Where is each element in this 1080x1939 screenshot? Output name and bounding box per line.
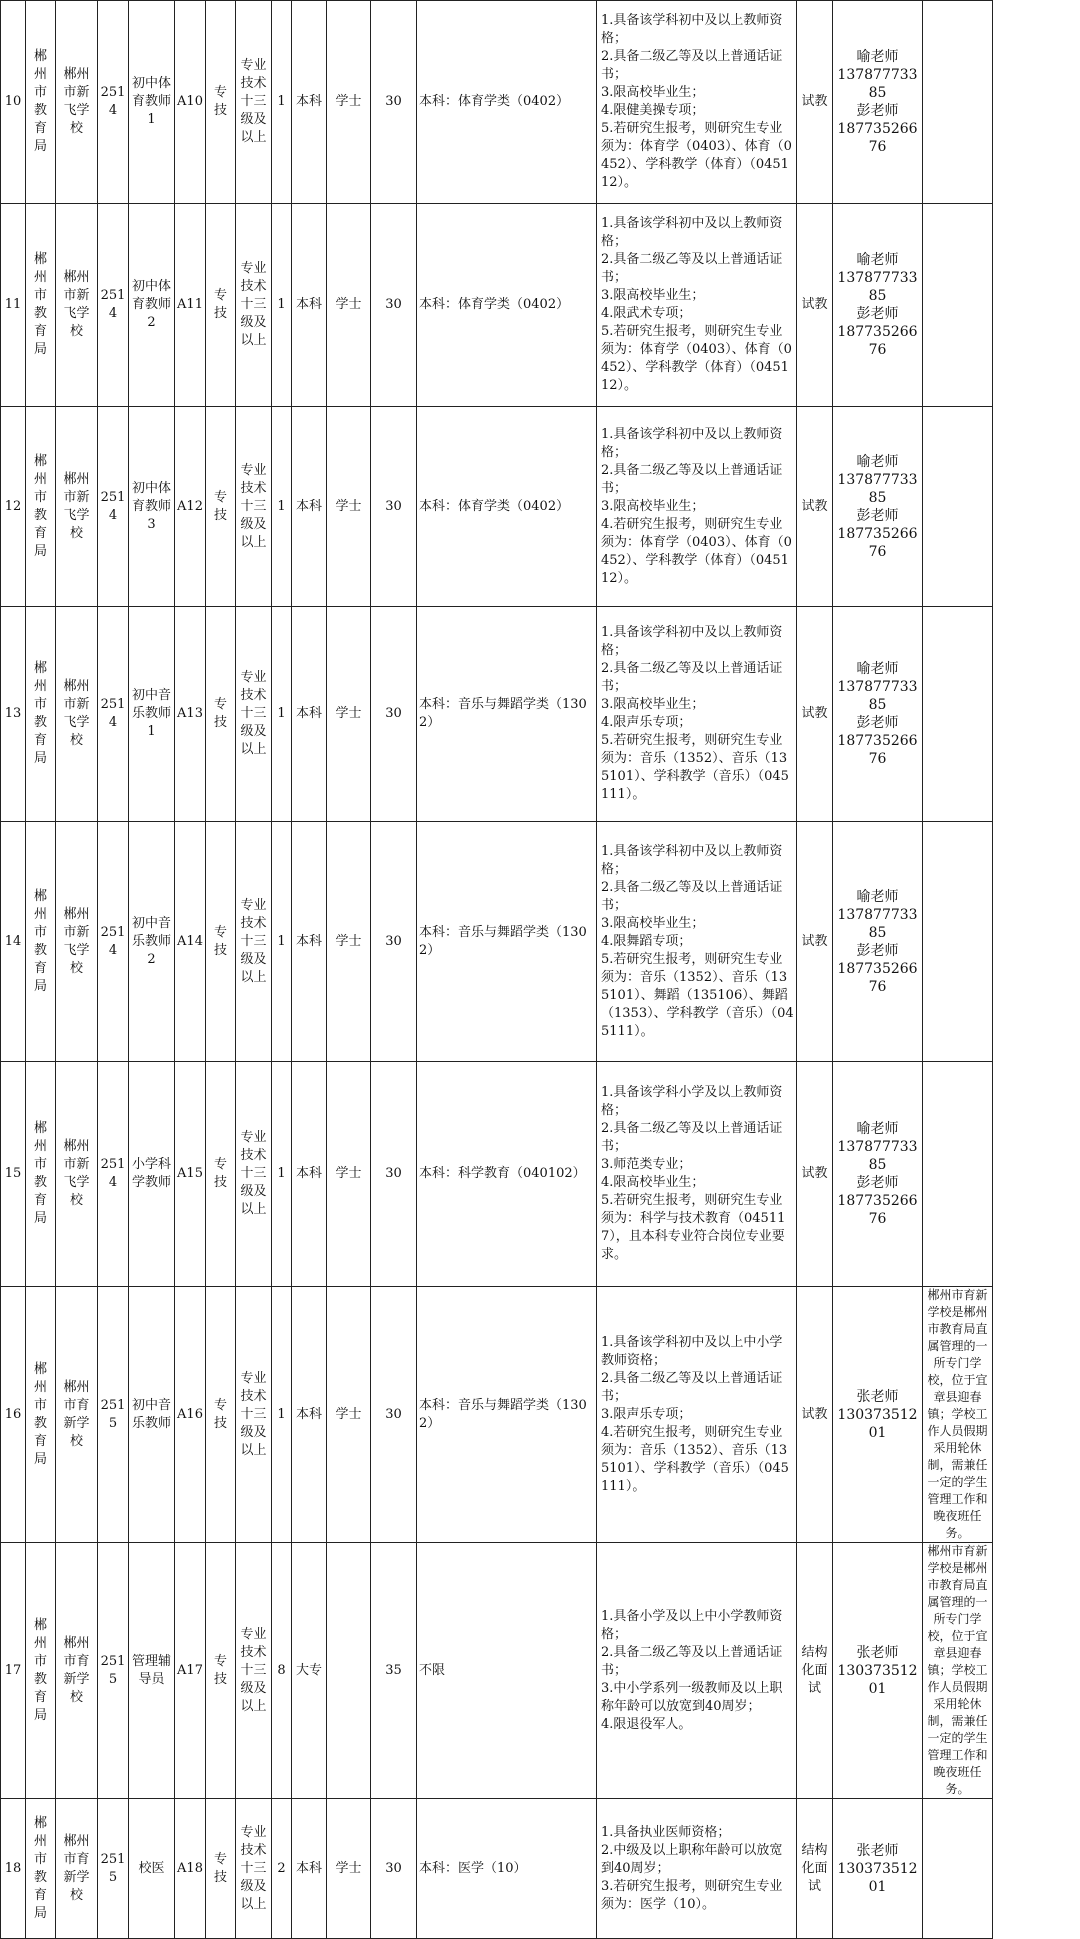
education: 本科 bbox=[292, 607, 327, 822]
note bbox=[923, 1062, 993, 1287]
major: 本科：音乐与舞蹈学类（1302） bbox=[417, 1287, 597, 1543]
post-type: 专技 bbox=[206, 1062, 236, 1287]
age-limit: 30 bbox=[371, 407, 417, 607]
post-level: 专业技术十三级及以上 bbox=[236, 607, 272, 822]
unit: 郴州市新飞学校 bbox=[56, 1062, 98, 1287]
department: 郴州市教育局 bbox=[26, 1287, 56, 1543]
post-level: 专业技术十三级及以上 bbox=[236, 1799, 272, 1939]
row-number: 11 bbox=[1, 204, 26, 407]
department: 郴州市教育局 bbox=[26, 1543, 56, 1799]
post-name: 初中体育教师1 bbox=[129, 1, 175, 204]
requirements: 1.具备小学及以上中小学教师资格； 2.具备二级乙等及以上普通话证书； 3.中小学系列一级教师及以上职称年龄可以放宽到40周岁； 4.限退役军人。 bbox=[597, 1543, 797, 1799]
major: 本科：体育学类（0402） bbox=[417, 204, 597, 407]
post-type: 专技 bbox=[206, 407, 236, 607]
age-limit: 30 bbox=[371, 1062, 417, 1287]
post-name: 校医 bbox=[129, 1799, 175, 1939]
exam-method: 结构化面试 bbox=[797, 1799, 833, 1939]
unit-code: 2514 bbox=[98, 1, 129, 204]
post-code: A12 bbox=[175, 407, 206, 607]
age-limit: 30 bbox=[371, 822, 417, 1062]
exam-method: 试教 bbox=[797, 822, 833, 1062]
degree: 学士 bbox=[327, 822, 371, 1062]
note bbox=[923, 407, 993, 607]
unit: 郴州市新飞学校 bbox=[56, 822, 98, 1062]
education: 大专 bbox=[292, 1543, 327, 1799]
exam-method: 试教 bbox=[797, 1, 833, 204]
post-type: 专技 bbox=[206, 1799, 236, 1939]
unit-code: 2515 bbox=[98, 1799, 129, 1939]
requirements: 1.具备该学科小学及以上教师资格； 2.具备二级乙等及以上普通话证书； 3.师范类专业； 4.限高校毕业生； 5.若研究生报考，则研究生专业须为：科学与技术教育（045117），且本科专业符合岗位专业要求。 bbox=[597, 1062, 797, 1287]
headcount: 2 bbox=[272, 1799, 292, 1939]
degree: 学士 bbox=[327, 407, 371, 607]
unit: 郴州市育新学校 bbox=[56, 1799, 98, 1939]
headcount: 1 bbox=[272, 1, 292, 204]
degree: 学士 bbox=[327, 607, 371, 822]
contact: 喻老师 13787773385 彭老师 18773526676 bbox=[833, 1062, 923, 1287]
education: 本科 bbox=[292, 204, 327, 407]
headcount: 1 bbox=[272, 407, 292, 607]
post-level: 专业技术十三级及以上 bbox=[236, 822, 272, 1062]
headcount: 1 bbox=[272, 1287, 292, 1543]
requirements: 1.具备该学科初中及以上教师资格； 2.具备二级乙等及以上普通话证书； 3.限高校毕业生； 4.若研究生报考，则研究生专业须为：体育学（0403）、体育（0452）、学科教学（体育）（045112）。 bbox=[597, 407, 797, 607]
age-limit: 35 bbox=[371, 1543, 417, 1799]
post-name: 初中音乐教师 bbox=[129, 1287, 175, 1543]
headcount: 8 bbox=[272, 1543, 292, 1799]
headcount: 1 bbox=[272, 1062, 292, 1287]
education: 本科 bbox=[292, 1287, 327, 1543]
row-number: 15 bbox=[1, 1062, 26, 1287]
post-level: 专业技术十三级及以上 bbox=[236, 204, 272, 407]
major: 本科：科学教育（040102） bbox=[417, 1062, 597, 1287]
post-code: A15 bbox=[175, 1062, 206, 1287]
education: 本科 bbox=[292, 1062, 327, 1287]
post-name: 管理辅导员 bbox=[129, 1543, 175, 1799]
degree: 学士 bbox=[327, 1287, 371, 1543]
note bbox=[923, 1, 993, 204]
major: 本科：音乐与舞蹈学类（1302） bbox=[417, 607, 597, 822]
post-code: A14 bbox=[175, 822, 206, 1062]
row-number: 18 bbox=[1, 1799, 26, 1939]
post-name: 初中体育教师3 bbox=[129, 407, 175, 607]
note: 郴州市育新学校是郴州市教育局直属管理的一所专门学校，位于宜章县迎春镇；学校工作人员假期采用轮休制，需兼任一定的学生管理工作和晚夜班任务。 bbox=[923, 1287, 993, 1543]
major: 本科：体育学类（0402） bbox=[417, 407, 597, 607]
row-number: 10 bbox=[1, 1, 26, 204]
unit-code: 2514 bbox=[98, 204, 129, 407]
degree: 学士 bbox=[327, 1062, 371, 1287]
major: 不限 bbox=[417, 1543, 597, 1799]
post-type: 专技 bbox=[206, 1543, 236, 1799]
education: 本科 bbox=[292, 407, 327, 607]
age-limit: 30 bbox=[371, 1287, 417, 1543]
contact: 张老师 13037351201 bbox=[833, 1287, 923, 1543]
table-row bbox=[1, 1799, 1080, 1939]
post-level: 专业技术十三级及以上 bbox=[236, 407, 272, 607]
table-row bbox=[1, 822, 1080, 1062]
headcount: 1 bbox=[272, 607, 292, 822]
post-level: 专业技术十三级及以上 bbox=[236, 1543, 272, 1799]
major: 本科：体育学类（0402） bbox=[417, 1, 597, 204]
table-row bbox=[1, 1062, 1080, 1287]
headcount: 1 bbox=[272, 204, 292, 407]
degree bbox=[327, 1543, 371, 1799]
contact: 喻老师 13787773385 彭老师 18773526676 bbox=[833, 822, 923, 1062]
headcount: 1 bbox=[272, 822, 292, 1062]
department: 郴州市教育局 bbox=[26, 1062, 56, 1287]
post-code: A13 bbox=[175, 607, 206, 822]
row-number: 12 bbox=[1, 407, 26, 607]
age-limit: 30 bbox=[371, 1, 417, 204]
note bbox=[923, 607, 993, 822]
unit-code: 2514 bbox=[98, 607, 129, 822]
row-number: 17 bbox=[1, 1543, 26, 1799]
post-level: 专业技术十三级及以上 bbox=[236, 1062, 272, 1287]
post-code: A17 bbox=[175, 1543, 206, 1799]
department: 郴州市教育局 bbox=[26, 822, 56, 1062]
post-level: 专业技术十三级及以上 bbox=[236, 1287, 272, 1543]
post-code: A11 bbox=[175, 204, 206, 407]
contact: 喻老师 13787773385 彭老师 18773526676 bbox=[833, 1, 923, 204]
department: 郴州市教育局 bbox=[26, 204, 56, 407]
degree: 学士 bbox=[327, 204, 371, 407]
unit: 郴州市新飞学校 bbox=[56, 204, 98, 407]
unit: 郴州市新飞学校 bbox=[56, 1, 98, 204]
major: 本科：医学（10） bbox=[417, 1799, 597, 1939]
post-type: 专技 bbox=[206, 1287, 236, 1543]
exam-method: 试教 bbox=[797, 1287, 833, 1543]
unit: 郴州市新飞学校 bbox=[56, 607, 98, 822]
department: 郴州市教育局 bbox=[26, 407, 56, 607]
unit-code: 2514 bbox=[98, 822, 129, 1062]
post-type: 专技 bbox=[206, 822, 236, 1062]
requirements: 1.具备该学科初中及以上教师资格； 2.具备二级乙等及以上普通话证书； 3.限高校毕业生； 4.限武术专项； 5.若研究生报考，则研究生专业须为：体育学（0403）、体育（0452）、学科教学（体育）（045112）。 bbox=[597, 204, 797, 407]
exam-method: 结构化面试 bbox=[797, 1543, 833, 1799]
contact: 张老师 13037351201 bbox=[833, 1543, 923, 1799]
department: 郴州市教育局 bbox=[26, 607, 56, 822]
post-type: 专技 bbox=[206, 607, 236, 822]
contact: 喻老师 13787773385 彭老师 18773526676 bbox=[833, 607, 923, 822]
education: 本科 bbox=[292, 1, 327, 204]
table-row bbox=[1, 1287, 1080, 1543]
unit-code: 2515 bbox=[98, 1287, 129, 1543]
post-level: 专业技术十三级及以上 bbox=[236, 1, 272, 204]
post-code: A10 bbox=[175, 1, 206, 204]
exam-method: 试教 bbox=[797, 607, 833, 822]
unit: 郴州市育新学校 bbox=[56, 1287, 98, 1543]
unit-code: 2515 bbox=[98, 1543, 129, 1799]
table-row bbox=[1, 1, 1080, 204]
degree: 学士 bbox=[327, 1, 371, 204]
row-number: 14 bbox=[1, 822, 26, 1062]
requirements: 1.具备该学科初中及以上教师资格； 2.具备二级乙等及以上普通话证书； 3.限高校毕业生； 4.限健美操专项； 5.若研究生报考，则研究生专业须为：体育学（0403）、体育（0452）、学科教学（体育）（045112）。 bbox=[597, 1, 797, 204]
note bbox=[923, 822, 993, 1062]
department: 郴州市教育局 bbox=[26, 1, 56, 204]
requirements: 1.具备该学科初中及以上教师资格； 2.具备二级乙等及以上普通话证书； 3.限高校毕业生； 4.限声乐专项； 5.若研究生报考，则研究生专业须为：音乐（1352）、音乐（135101）、学科教学（音乐）（045111）。 bbox=[597, 607, 797, 822]
post-type: 专技 bbox=[206, 204, 236, 407]
department: 郴州市教育局 bbox=[26, 1799, 56, 1939]
note bbox=[923, 204, 993, 407]
post-code: A16 bbox=[175, 1287, 206, 1543]
post-name: 小学科学教师 bbox=[129, 1062, 175, 1287]
unit: 郴州市新飞学校 bbox=[56, 407, 98, 607]
note bbox=[923, 1799, 993, 1939]
row-number: 13 bbox=[1, 607, 26, 822]
education: 本科 bbox=[292, 822, 327, 1062]
note: 郴州市育新学校是郴州市教育局直属管理的一所专门学校，位于宜章县迎春镇；学校工作人员假期采用轮休制，需兼任一定的学生管理工作和晚夜班任务。 bbox=[923, 1543, 993, 1799]
major: 本科：音乐与舞蹈学类（1302） bbox=[417, 822, 597, 1062]
degree: 学士 bbox=[327, 1799, 371, 1939]
contact: 张老师 13037351201 bbox=[833, 1799, 923, 1939]
contact: 喻老师 13787773385 彭老师 18773526676 bbox=[833, 407, 923, 607]
post-name: 初中体育教师2 bbox=[129, 204, 175, 407]
requirements: 1.具备该学科初中及以上教师资格； 2.具备二级乙等及以上普通话证书； 3.限高校毕业生； 4.限舞蹈专项； 5.若研究生报考，则研究生专业须为：音乐（1352）、音乐（135101）、舞蹈（135106）、舞蹈（1353）、学科教学（音乐）（045111）。 bbox=[597, 822, 797, 1062]
post-name: 初中音乐教师1 bbox=[129, 607, 175, 822]
requirements: 1.具备该学科初中及以上中小学教师资格； 2.具备二级乙等及以上普通话证书； 3.限声乐专项； 4.若研究生报考，则研究生专业须为：音乐（1352）、音乐（135101）、学科教学（音乐）（045111）。 bbox=[597, 1287, 797, 1543]
age-limit: 30 bbox=[371, 607, 417, 822]
exam-method: 试教 bbox=[797, 1062, 833, 1287]
contact: 喻老师 13787773385 彭老师 18773526676 bbox=[833, 204, 923, 407]
post-code: A18 bbox=[175, 1799, 206, 1939]
table-row bbox=[1, 1543, 1080, 1799]
exam-method: 试教 bbox=[797, 204, 833, 407]
requirements: 1.具备执业医师资格； 2.中级及以上职称年龄可以放宽到40周岁； 3.若研究生报考，则研究生专业须为：医学（10）。 bbox=[597, 1799, 797, 1939]
table-row bbox=[1, 607, 1080, 822]
table-row bbox=[1, 204, 1080, 407]
unit-code: 2514 bbox=[98, 1062, 129, 1287]
age-limit: 30 bbox=[371, 204, 417, 407]
education: 本科 bbox=[292, 1799, 327, 1939]
age-limit: 30 bbox=[371, 1799, 417, 1939]
unit-code: 2514 bbox=[98, 407, 129, 607]
exam-method: 试教 bbox=[797, 407, 833, 607]
post-type: 专技 bbox=[206, 1, 236, 204]
table-row bbox=[1, 407, 1080, 607]
row-number: 16 bbox=[1, 1287, 26, 1543]
unit: 郴州市育新学校 bbox=[56, 1543, 98, 1799]
post-name: 初中音乐教师2 bbox=[129, 822, 175, 1062]
